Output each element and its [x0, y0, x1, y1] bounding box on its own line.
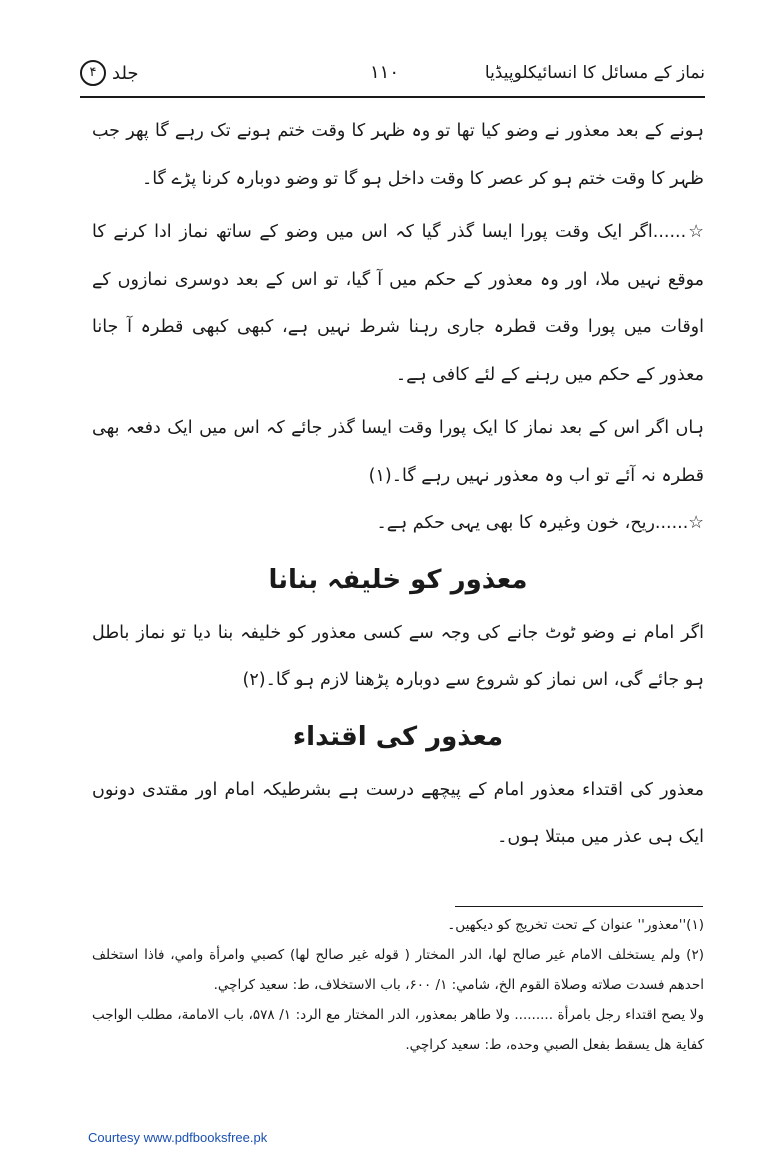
page-header [80, 58, 705, 94]
header-rule [80, 96, 705, 98]
paragraph: ہاں اگر اس کے بعد نماز کا ایک پورا وقت ایسا گذر جائے کہ اس میں ایک دفعہ بھی قطرہ نہ آئے تو اب وہ معذور نہیں رہے گا۔(۱) [92, 418, 704, 486]
paragraph: معذور کی اقتداء معذور امام کے پیچھے درست ہے بشرطیکہ امام اور مقتدی دونوں ایک ہی عذر میں مبتلا ہوں۔ [92, 779, 704, 847]
paragraph: ☆......ریح، خون وغیرہ کا بھی یہی حکم ہے۔ [376, 513, 704, 533]
footnote: ولا يصح اقتداء رجل بامرأة ......... ولا طاهر بمعذور، الدر المختار مع الرد: ۱/ ۵۷۸، باب الامامة، مطلب الواجب كفاية هل يسقط بفعل الصبي وحده، ط: سعيد كراچي. [92, 1007, 704, 1053]
volume-number: ۴ [80, 60, 106, 86]
main-text [92, 108, 704, 862]
footnotes [92, 910, 704, 1060]
footnote: (۱)''معذور'' عنوان کے تحت تخریج کو دیکھیں۔ [447, 917, 704, 933]
volume-label: جلد [112, 62, 139, 84]
volume-indicator [80, 60, 139, 86]
page-number: ۱۱۰ [370, 62, 400, 83]
paragraph: ہونے کے بعد معذور نے وضو کیا تھا تو وہ ظہر کا وقت ختم ہونے تک رہے گا پھر جب ظہر کا وقت ختم ہو کر عصر کا وقت داخل ہو گا تو وضو دوبارہ کرنا پڑے گا۔ [92, 121, 704, 189]
paragraph: ☆......اگر ایک وقت پورا ایسا گذر گیا کہ اس میں وضو کے ساتھ نماز ادا کرنے کا موقع نہیں ملا، اور وہ معذور کے حکم میں آ گیا، تو اس کے بعد دوسری نمازوں کے اوقات میں پورا وقت قطرہ جاری رہنا شرط نہیں ہے، کبھی کبھی قطرہ آ جانا معذور کے حکم میں رہنے کے لئے کافی ہے۔ [92, 222, 704, 385]
courtesy-link[interactable]: Courtesy www.pdfbooksfree.pk [88, 1130, 268, 1145]
book-title: نماز کے مسائل کا انسائیکلوپیڈیا [484, 63, 705, 83]
section-heading: معذور کی اقتداء [292, 721, 504, 752]
paragraph: اگر امام نے وضو ٹوٹ جانے کی وجہ سے کسی معذور کو خلیفہ بنا دیا تو نماز باطل ہو جائے گی، اس نماز کو شروع سے دوبارہ پڑھنا لازم ہو گا۔(۲) [92, 622, 704, 690]
footnote-rule [455, 906, 703, 907]
footnote: (۲) ولم يستخلف الامام غير صالح لها، الدر المختار ( قوله غير صالح لها) كصبي وامرأة وامي، فاذا استخلف احدهم فسدت صلاته وصلاة القوم الخ، شامي: ۱/ ۶۰۰، باب الاستخلاف، ط: سعيد كراچي. [92, 947, 704, 993]
section-heading: معذور کو خلیفہ بنانا [268, 564, 528, 595]
